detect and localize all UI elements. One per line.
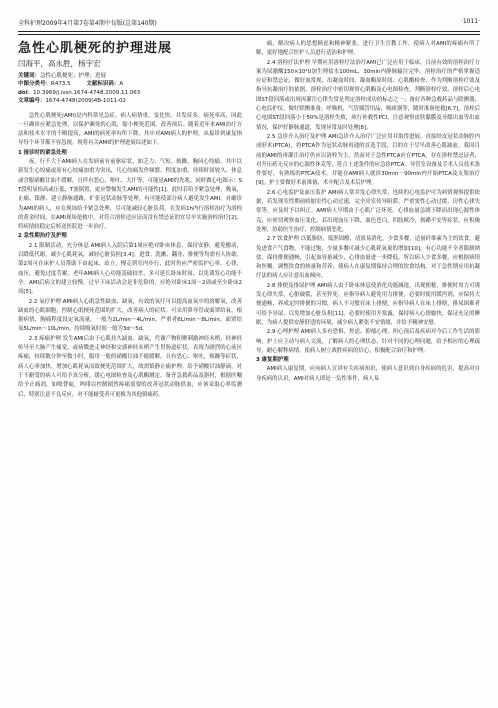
body-paragraph: 夜，行不大于AMI病人在发病前有前驱症状，如乏力、气短、烦躁，胸闷心绞痛，其中以新发生心绞痛或原有心绞痛加重为突出，凡心绞痛发作频繁、程度加重、持续时间较久、休息或含服硝酸甘油不缓解，且伴有恶心、呕吐、大汗等，可能是AMI的先兆。同时做心电图示：ST段明显抬高或压低，T波倒置，更应警惕发生AMI的可能性[1]。此时若给予紧急处理，吸氧、止痛、镇静、建立静脉通路，扩张冠状动脉等处理，有可能使部分病人避免发生AMI，对确诊为AMI的病人，应在现场给予紧急处理，尽可能减轻心脏负荷。在发病1h内行溶栓治疗为溶栓的黄金时间，在AMI现场抢救中，对符合溶栓适应证而没有禁忌证的宜尽早实施溶栓治疗[2]。将病情较稳定后转送医院进一步治疗。: [18, 159, 242, 231]
left-body-text: [18, 112, 242, 400]
clc-code: R473.5: [51, 81, 71, 88]
body-paragraph: 急性心肌梗死(AMI)是内科常见急症，病人病情重、变化快、并发症多，病死率高，因此一旦确诊应紧急处理，以保护濒死的心肌，缩小梗死范围，改善预后。随着近年来AMI治疗方法和技术水平的不断提高，AMI的病死率有所下降，其中对AMI病人的护理，从接诊到康复指导每个环节都不容忽视。现将有关AMI的护理进展综述如下。: [18, 112, 242, 147]
keywords-label: 关键词：: [18, 72, 41, 79]
body-paragraph: 2.2 氧疗护理 AMI病人心肌急性缺血、缺氧，有效的氧疗可以提高血氧中的溶解氧，改善缺血的心肌细胞，控制心肌梗死范围的扩大，改善病人的症状。可采用鼻导管或面罩给氧，根据病情、胸痛程度设定氧流量，一般为2L/min～4L/min，严重者6L/min～8L/min，面罩给氧5L/min～10L/min，持续吸氧时间一般为3d～5d。: [18, 298, 242, 333]
header-rule: [18, 31, 480, 32]
section-heading: 1 接诊时的紧急处理: [18, 149, 67, 156]
authors: 闫海平，高永胜，杨宇宏: [18, 59, 101, 69]
body-paragraph: 2.8 排便及排尿护理 AMI病人由于卧床休息使消化功能减退，出现便秘，排便时用力可诱发心律失常，心脏破裂，甚至猝死。应指导病人避免用力排便，必要时使用缓泻剂，应保持大便通畅，养成定时排便的习惯，病人不习惯在床上排便，应指导病人在床上排便，排尿困难者可给予导尿，以免增加心脏负担[11]。必要时使用开塞露，保持病人心情愉快，保证充足的睡眠，为病人提供安静舒适的环境，减少病人紧张不安情绪，并给予精神安慰。: [256, 282, 480, 326]
body-paragraph: 痛，解决病人的思想顾虑和精神紧张，进行卫生宣教工作，使病人对AMI的疼痛有所了解，更好地配合医护人员进行适治和护理。: [256, 41, 480, 57]
keywords: 急性心肌梗死；护理；进展: [40, 72, 107, 79]
body-paragraph: 2.1 限制活动，充分休息 AMI病人入院后第1周应绝对卧床休息，保持安静，避免搬动，以降低代谢，减少心肌耗氧，减轻心脏负担[3,4]。进食、洗漱、翻身、排便等均需有人协助。第2周可在床护人员帮助下由起床、站立，慢走到室内步行，此时仍应严密监护心率、心律，血压，避免过度劳累。老年AMI病人心功能基础较差，多可延长卧床时间，以免诱发心功能不全。AMI后病文的建立较慢，过早下床活动会是非危险的，应绝对卧床1周～2周或至少卧床2周[5]。: [18, 242, 242, 296]
journal-issue-line: 全科护理2009年4月第7卷第4期中旬版(总第140期): [18, 20, 157, 27]
doc-code-label: 文献标识码：: [86, 81, 120, 88]
doi: 10.3969/j.issn.1674-4748.2009.11.063: [33, 89, 141, 96]
article-number-line: [18, 97, 242, 106]
body-paragraph: 2.9 心理护理 AMI病人多有恐惧、焦虑、抑郁心理，担心预后及疾病对今后工作生活的影响，护士应主动与病人交流，了解病人的心理状态，针对不同的心理问题，给予相应的心理疏导，耐心解释病情，使病人树立战胜疾病的信心，积极配合治疗和护理。: [256, 329, 480, 354]
clc-label: 中图分类号：: [18, 81, 52, 88]
classification-line: [18, 80, 242, 89]
keywords-line: [18, 72, 242, 81]
article-number: 1674-4748(2009)4B-1011-02: [45, 98, 127, 105]
body-paragraph: 2.7 饮食护理 以低脂肪，低胆固醇，清淡易消化，少食多餐，适量纤维素为主的饮食，避免进食产气食物，不能过饱，少量多餐可减少心肌耗氧量的增加[10]，有心功能不全者限制钠盐，保持排便通畅，引起血容量减少，心排血量进一步降低，所以病人少食多餐，应根据病情和医嘱，调整饮食的热量和营养，使病人在康复期保持合理的饮食结构。对于急性期应用抗凝疗法的病人应注意出血倾向。: [256, 236, 480, 280]
body-paragraph: AMI病人康复期，应向病人宣讲有关疾病知识，使病人意识到自身疾病的危害，提高对自身疾病的认识。AMI对病人即是一负性事件，病人易: [256, 366, 480, 382]
page-number: ·1011·: [460, 18, 480, 25]
body-paragraph: 2.4 溶栓疗法护理 早期应用溶栓疗法治疗AMI已广泛应用于临床，目前有效的溶栓治疗方案为尿激酶150×10⁴U加生理盐水100mL，30min内静脉输注完毕。溶栓治疗的严格掌握适应证和禁忌证，做好血常规、出凝血时间、凝血酶原时间、心肌酶检查，作为判断溶栓疗效及指导抗凝治疗的依据。溶栓治疗中密切观察心肌酶及心电图检查，判断溶栓疗效。溶栓后心电图ST段回落或出现再灌注心律失常是判定溶栓成功的标志之一；备好各种急救药品与除颤器，心电监护仪，做好除颤准备，呼吸机，气管插管用品，吸痰器等，随时准备抢救[6,7]。溶栓后心电图ST段回落小于50%是溶栓失败，须行补救性PCI，注意观察皮肤黏膜及牙龈出血等出血情况，保护好静脉通道，发现异常及时处理[8]。: [256, 59, 480, 131]
metadata-block: [18, 72, 242, 106]
section-heading: 2 急性期治疗及护理: [18, 233, 67, 240]
section-heading: 3 康复期护理: [256, 357, 289, 364]
running-header: [18, 10, 480, 32]
body-paragraph: 2.6 心电监护及血压监护 AMI病人常并发心律失常，连续的心电监护可为病情观察提供依据，若发现室性期前收缩室性心动过速，完全房室传导阻滞，严重窦性心动过缓，房性心律失常等，应及时予以纠正。AMI病人早期由于心肌广泛坏死，心排血量急剧下降而出现心源性休克，应密切观察血压变化，若出现血压下降，面色苍白，四肢厥冷，烦躁不安等症状，应积极处理，协助医生治疗，控制病情恶化。: [256, 189, 480, 233]
doi-line: [18, 89, 242, 98]
article-no-label: 文章编号：: [18, 98, 46, 105]
right-column: [256, 40, 480, 384]
body-paragraph: 2.5 急诊介入治疗及护理 AMI急诊介入治疗广泛应用并取得进展，直接经皮冠状动脉腔内成形术(PTCA)，将PTCA作为冠状动脉再通的首选手段，目的在于尽早改善心肌缺血，我国目前的AMI的再灌注治疗仍应以溶栓为主，然而对于急性PTCA应在PTCA，存在溶栓禁忌证者，对升压药无反应的心源性休克等，符合上述条件的应急诊PTCA。导管室设备及手术人员技术条件要好，有熟练的PTCA技术，并能在AMI病人就诊30min～90min内开始PTCA及支架治疗[9]。护士要做好术前准备、术中配合及术后护理。: [256, 133, 480, 187]
article-title: 急性心肌梗死的护理进展: [18, 41, 173, 56]
doi-label: doi：: [18, 89, 34, 96]
body-paragraph: 2.3 疼痛护理 发生AMI后由于心肌持久缺血、缺氧，代谢产物积聚刺激神经末梢，经神经传导至大脑产生痛觉，或病微进走神经和交感神经末梢产生胃肠道症状，表现为剧烈的心前区疼痛，持续数分钟至数小时，服用一般的硝酸甘油不能缓解，且有恐心、呕吐，烦躁等症状，病人心率加快，增加心肌耗氧而致梗死范围扩大，故需镇静止痛护理。给予硝酸甘油静滴，对于不耐受的病人可给予真分析，缓心电图检查及心肌酶测定，备齐急救药品及器材，根据医嘱给予止痛剂，如哌替啶，吗啡以控制剧烈疼痛需要的改善冠状动脉供血，应该采取心率监测后，特别注意不良反应，对不能耐受者可更换为其他镇痛药。: [18, 335, 242, 398]
header-rule-thin: [18, 34, 480, 35]
doc-code: A: [119, 81, 124, 88]
left-column: [18, 40, 242, 404]
